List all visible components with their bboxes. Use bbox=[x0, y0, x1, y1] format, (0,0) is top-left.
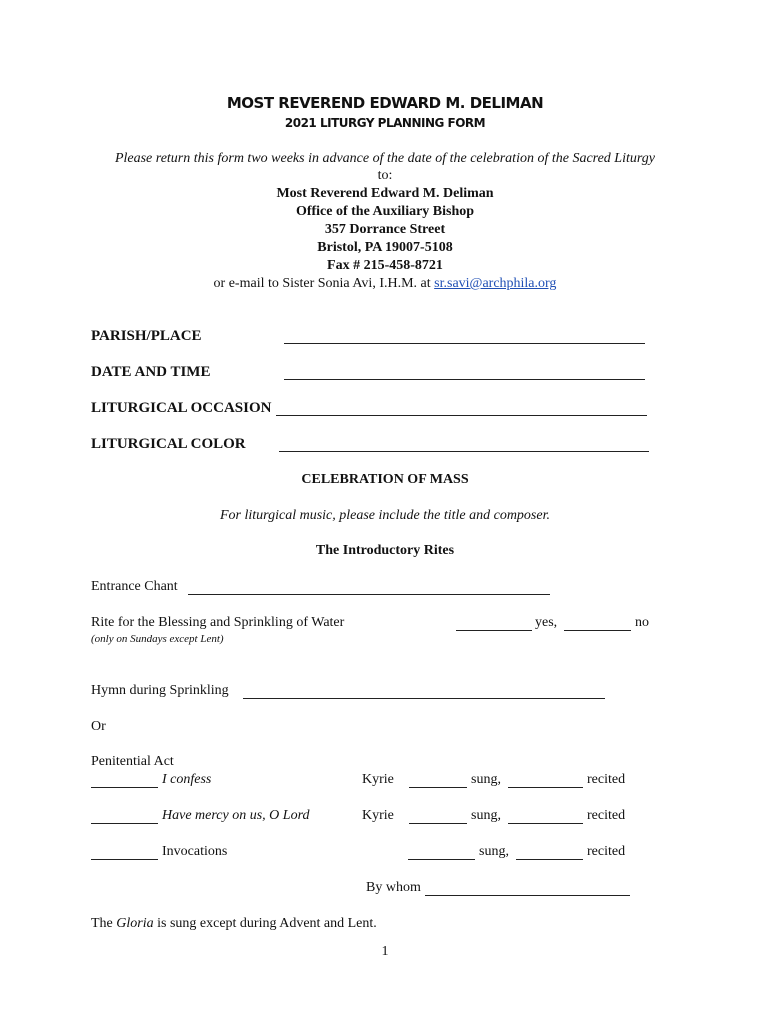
invocations-field[interactable] bbox=[91, 859, 158, 860]
by-whom-field[interactable] bbox=[425, 895, 630, 896]
i-confess-label: I confess bbox=[162, 772, 212, 787]
email-line bbox=[0, 276, 770, 292]
form-subtitle: 2021 LITURGY PLANNING FORM bbox=[284, 116, 486, 130]
date-time-label: DATE AND TIME bbox=[91, 364, 211, 380]
blessing-no-field[interactable] bbox=[564, 630, 631, 631]
parish-field[interactable] bbox=[284, 343, 645, 344]
celebration-heading: CELEBRATION OF MASS bbox=[301, 472, 469, 487]
form-title: MOST REVEREND EDWARD M. DELIMAN bbox=[226, 94, 544, 112]
recipient-city: Bristol, PA 19007-5108 bbox=[317, 240, 453, 255]
have-mercy-label: Have mercy on us, O Lord bbox=[162, 808, 310, 823]
occasion-field[interactable] bbox=[276, 415, 647, 416]
recipient-fax: Fax # 215-458-8721 bbox=[327, 258, 443, 273]
have-mercy-field[interactable] bbox=[91, 823, 158, 824]
hymn-sprinkling-label: Hymn during Sprinkling bbox=[91, 683, 229, 698]
blessing-yes-label: yes, bbox=[535, 615, 558, 630]
entrance-chant-label: Entrance Chant bbox=[91, 579, 178, 594]
intro-rites-heading: The Introductory Rites bbox=[315, 543, 455, 558]
blessing-no-label: no bbox=[635, 615, 649, 630]
by-whom-label: By whom bbox=[366, 880, 421, 895]
music-note: For liturgical music, please include the title and composer. bbox=[220, 508, 550, 523]
color-field[interactable] bbox=[279, 451, 649, 452]
date-time-field[interactable] bbox=[284, 379, 645, 380]
kyrie-sung-field-2[interactable] bbox=[409, 823, 467, 824]
page-number: 1 bbox=[381, 944, 389, 959]
recited-label-3: recited bbox=[587, 844, 626, 859]
invocations-sung-field[interactable] bbox=[408, 859, 475, 860]
kyrie-label-2: Kyrie bbox=[362, 808, 394, 823]
sung-label-1: sung, bbox=[471, 772, 501, 787]
invocations-label: Invocations bbox=[162, 844, 228, 859]
parish-label: PARISH/PLACE bbox=[91, 328, 202, 344]
sung-label-2: sung, bbox=[471, 808, 501, 823]
sung-label-3: sung, bbox=[479, 844, 509, 859]
i-confess-field[interactable] bbox=[91, 787, 158, 788]
entrance-chant-field[interactable] bbox=[188, 594, 550, 595]
invocations-recited-field[interactable] bbox=[516, 859, 583, 860]
occasion-label: LITURGICAL OCCASION bbox=[91, 400, 272, 416]
recited-label-1: recited bbox=[587, 772, 626, 787]
gloria-prefix: The bbox=[91, 916, 117, 931]
hymn-sprinkling-field[interactable] bbox=[243, 698, 605, 699]
gloria-note bbox=[91, 916, 377, 932]
color-label: LITURGICAL COLOR bbox=[91, 436, 246, 452]
blessing-note: (only on Sundays except Lent) bbox=[91, 633, 224, 645]
penitential-act-label: Penitential Act bbox=[91, 754, 174, 769]
blessing-label: Rite for the Blessing and Sprinkling of Water bbox=[91, 615, 345, 630]
or-text: Or bbox=[91, 719, 106, 734]
blessing-yes-field[interactable] bbox=[456, 630, 532, 631]
instructions-to: to: bbox=[377, 168, 393, 183]
kyrie-recited-field-1[interactable] bbox=[508, 787, 583, 788]
kyrie-label-1: Kyrie bbox=[362, 772, 394, 787]
recited-label-2: recited bbox=[587, 808, 626, 823]
kyrie-recited-field-2[interactable] bbox=[508, 823, 583, 824]
recipient-name: Most Reverend Edward M. Deliman bbox=[276, 186, 494, 201]
gloria-suffix: is sung except during Advent and Lent. bbox=[153, 916, 377, 931]
instructions-line: Please return this form two weeks in advance of the date of the celebration of the Sacred Liturgy bbox=[114, 151, 656, 166]
email-link[interactable]: sr.savi@archphila.org bbox=[434, 276, 557, 291]
gloria-word: Gloria bbox=[116, 916, 154, 931]
recipient-office: Office of the Auxiliary Bishop bbox=[295, 204, 475, 219]
kyrie-sung-field-1[interactable] bbox=[409, 787, 467, 788]
email-prefix: or e-mail to Sister Sonia Avi, I.H.M. at bbox=[213, 276, 435, 291]
recipient-street: 357 Dorrance Street bbox=[324, 222, 446, 237]
